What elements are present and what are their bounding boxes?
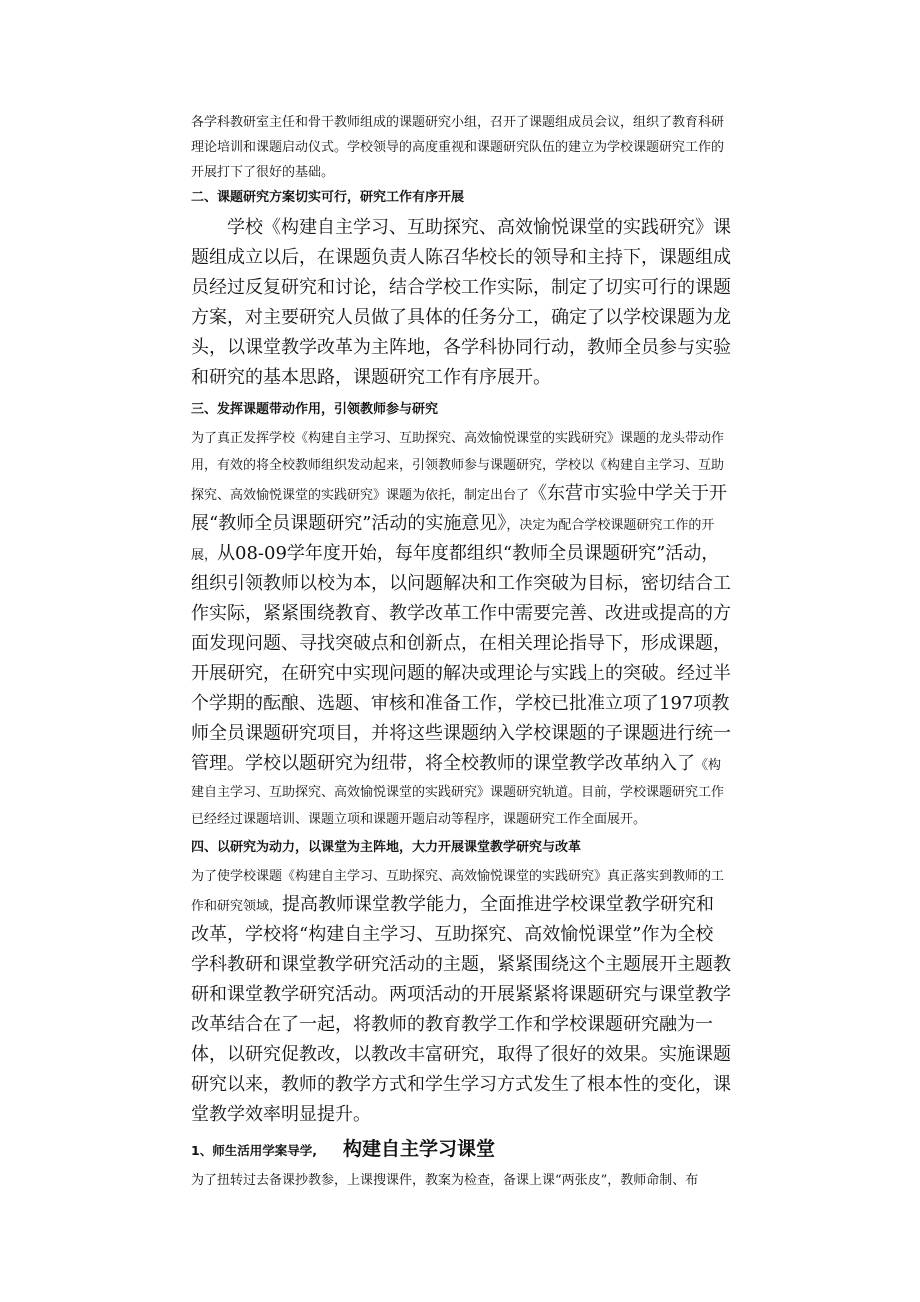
sub-heading-number: 1、师生活用学案导学, bbox=[191, 1143, 317, 1158]
paragraph-section-4 bbox=[191, 863, 731, 1130]
paragraph-sub-1: 为了扭转过去备课抄教参，上课搜课件，教案为检查，备课上课“两张皮”，教师命制、布 bbox=[191, 1173, 699, 1188]
text-span-large: 提高教师课堂教学能力，全面推进学校课堂教学研究和改革，学校将“构建自主学习、互助探究、高效愉悦课堂”作为全校学科教研和课堂教学研究活动的主题，紧紧围绕这个主题展开主题教研和课堂教学研究活动。两项活动的开展紧紧将课题研究与课堂教学改革结合在了一起，将教师的教育教学工作和学校课题研究融为一体，以研究促教改，以教改丰富研究，取得了很好的效果。实施课题研究以来，教师的教学方式和学生学习方式发生了根本性的变化，课堂教学效率明显提升。 bbox=[191, 894, 731, 1125]
text-span: 《构建自主学习、互助探究、高效愉悦课堂的实践研究》课题研究轨道。目前，学校课题研究工作已经经过课题培训、课题立项和课题开题启动等程序，课题研究工作全面展开。 bbox=[191, 758, 725, 827]
section-heading-2: 二、课题研究方案切实可行，研究工作有序开展 bbox=[191, 190, 465, 205]
paragraph-section-3 bbox=[191, 425, 731, 833]
section-heading-4: 四、以研究为动力，以课堂为主阵地，大力开展课堂教学研究与改革 bbox=[191, 840, 582, 855]
document-page bbox=[191, 110, 731, 1193]
paragraph-intro: 各学科教研室主任和骨干教师组成的课题研究小组，召开了课题组成员会议，组织了教育科研理论培训和课题启动仪式。学校领导的高度重视和课题研究队伍的建立为学校课题研究工作的开展打下了很好的基础。 bbox=[191, 115, 725, 180]
sub-heading-1 bbox=[191, 1132, 731, 1168]
text-span: ，决定为配合学校课题研究工作的开展， bbox=[191, 518, 715, 563]
text-span: 为了真正发挥学校《构建自主学习、互助探究、高效愉悦课堂的实践研究》课题的龙头带动作用，有效的将全校教师组织发动起来，引领教师参与课题研究，学校以《构建自主学习、互助探究、高效愉悦课堂的实践研究》课题为依托，制定出台了 bbox=[191, 431, 725, 503]
paragraph-section-2: 学校《构建自主学习、互助探究、高效愉悦课堂的实践研究》课题组成立以后，在课题负责人陈召华校长的领导和主持下，课题组成员经过反复研究和讨论，结合学校工作实际，制定了切实可行的课题方案，对主要研究人员做了具体的任务分工，确定了以学校课题为龙头，以课堂教学改革为主阵地，各学科协同行动，教师全员参与实验和研究的基本思路，课题研究工作有序展开。 bbox=[191, 217, 731, 388]
text-span-large: 从08-09学年度开始，每年度都组织“教师全员课题研究”活动，组织引领教师以校为本，以问题解决和工作突破为目标，密切结合工作实际，紧紧围绕教育、教学改革工作中需要完善、改进或提高的方面发现问题、寻找突破点和创新点，在相关理论指导下，形成课题，开展研究，在研究中实现问题的解决或理论与实践上的突破。经过半个学期的酝酿、选题、审核和准备工作，学校已批准立项了197项教师全员课题研究项目，并将这些课题纳入学校课题的子课题进行统一管理。学校以题研究为纽带，将全校教师的课堂教学改革纳入了 bbox=[191, 543, 731, 774]
text-span: 为了使学校课题《构建自主学习、互助探究、高效愉悦课堂的实践研究》真正落实到教师的工作和研究领域， bbox=[191, 869, 725, 914]
section-heading-3: 三、发挥课题带动作用，引领教师参与研究 bbox=[191, 402, 439, 417]
sub-heading-title: 构建自主学习课堂 bbox=[342, 1138, 495, 1160]
text-span-large: 《东营市实验中学关于开展“教师全员课题研究”活动的实施意见》 bbox=[191, 483, 728, 534]
